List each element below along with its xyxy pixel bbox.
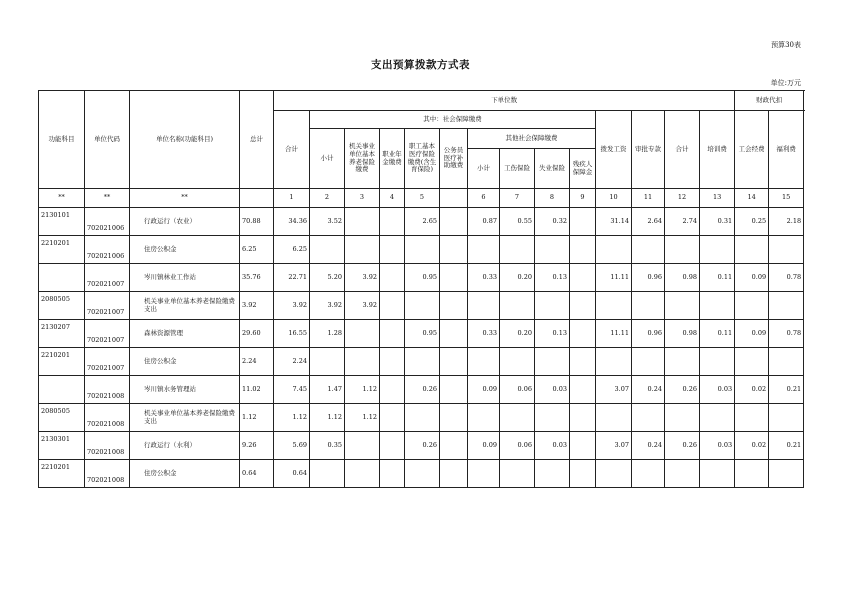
cell-value: 0.95 — [405, 264, 440, 292]
cell-value — [380, 348, 405, 376]
cell-value — [596, 236, 632, 264]
cell-value — [735, 404, 769, 432]
cell-value: 2.24 — [274, 348, 310, 376]
cell-func-code — [39, 376, 85, 404]
cell-total: 1.12 — [240, 404, 274, 432]
cell-value: 11.11 — [596, 264, 632, 292]
cell-value — [735, 292, 769, 320]
cell-value: 22.71 — [274, 264, 310, 292]
cell-unit-code: 702021008 — [85, 432, 130, 460]
cell-value: 0.64 — [274, 460, 310, 488]
cell-unit-code: 702021008 — [85, 460, 130, 488]
table-row — [39, 460, 804, 488]
cell-value: 0.26 — [405, 432, 440, 460]
cell-value — [345, 320, 380, 348]
cell-value: 0.21 — [769, 376, 804, 404]
cell-value: 0.13 — [535, 264, 570, 292]
cell-value — [570, 432, 596, 460]
cell-value — [535, 348, 570, 376]
cell-value: 3.52 — [310, 208, 345, 236]
column-index-cell: 6 — [468, 189, 500, 208]
header-pension: 机关事业单位基本养老保险缴费 — [345, 129, 380, 189]
column-index-cell: 13 — [700, 189, 735, 208]
cell-value — [468, 348, 500, 376]
table-row — [39, 208, 804, 236]
header-lower-unit: 下单位数 — [274, 91, 735, 111]
cell-unit-name: 森林资源管理 — [130, 320, 240, 348]
cell-value — [345, 348, 380, 376]
cell-value — [735, 236, 769, 264]
cell-value: 6.25 — [274, 236, 310, 264]
cell-value — [405, 404, 440, 432]
cell-value: 3.07 — [596, 432, 632, 460]
cell-value — [735, 460, 769, 488]
cell-unit-code: 702021008 — [85, 404, 130, 432]
cell-value — [665, 236, 700, 264]
cell-value: 0.33 — [468, 264, 500, 292]
cell-value: 0.26 — [665, 376, 700, 404]
cell-value: 2.64 — [632, 208, 665, 236]
cell-value — [535, 292, 570, 320]
table-row — [39, 348, 804, 376]
column-index-cell: 10 — [596, 189, 632, 208]
cell-value — [632, 236, 665, 264]
cell-value — [500, 348, 535, 376]
cell-value: 2.18 — [769, 208, 804, 236]
cell-value: 0.98 — [665, 320, 700, 348]
cell-value — [570, 236, 596, 264]
table-row — [39, 236, 804, 264]
cell-value — [380, 404, 405, 432]
cell-value: 5.20 — [310, 264, 345, 292]
header-subtotal: 小计 — [310, 129, 345, 189]
cell-value: 34.36 — [274, 208, 310, 236]
cell-value: 0.78 — [769, 264, 804, 292]
cell-value — [632, 292, 665, 320]
column-index-cell: 1 — [274, 189, 310, 208]
cell-func-code: 2080505 — [39, 404, 85, 432]
cell-value — [769, 348, 804, 376]
cell-value — [345, 236, 380, 264]
header-total: 总计 — [240, 91, 274, 189]
cell-value: 0.02 — [735, 432, 769, 460]
cell-value: 0.33 — [468, 320, 500, 348]
budget-table — [38, 90, 804, 488]
cell-value: 1.12 — [345, 376, 380, 404]
table-row — [39, 404, 804, 432]
cell-value — [440, 208, 468, 236]
cell-value: 0.24 — [632, 432, 665, 460]
cell-value — [570, 264, 596, 292]
cell-unit-code: 702021007 — [85, 292, 130, 320]
cell-value — [380, 376, 405, 404]
cell-unit-name: 行政运行（农业） — [130, 208, 240, 236]
cell-value — [380, 292, 405, 320]
table-row — [39, 292, 804, 320]
column-index-cell: ** — [130, 189, 240, 208]
cell-value: 0.25 — [735, 208, 769, 236]
cell-unit-name: 岑川镇林业工作站 — [130, 264, 240, 292]
cell-value — [570, 208, 596, 236]
cell-total: 29.60 — [240, 320, 274, 348]
header-training: 培训费 — [700, 111, 735, 189]
cell-total: 2.24 — [240, 348, 274, 376]
cell-value: 0.03 — [535, 432, 570, 460]
cell-value — [535, 460, 570, 488]
cell-value: 5.69 — [274, 432, 310, 460]
cell-unit-name: 住房公积金 — [130, 460, 240, 488]
cell-value — [310, 236, 345, 264]
cell-value — [440, 292, 468, 320]
cell-value — [700, 348, 735, 376]
cell-value — [440, 460, 468, 488]
cell-value: 1.28 — [310, 320, 345, 348]
cell-total: 0.64 — [240, 460, 274, 488]
cell-value: 0.09 — [735, 320, 769, 348]
header-other-social: 其他社会保障缴费 — [468, 129, 596, 149]
table-code: 预算30表 — [771, 41, 801, 49]
cell-value — [570, 348, 596, 376]
cell-value — [632, 404, 665, 432]
cell-func-code: 2080505 — [39, 292, 85, 320]
cell-func-code: 2130301 — [39, 432, 85, 460]
cell-value — [310, 460, 345, 488]
cell-unit-name: 机关事业单位基本养老保险缴费支出 — [130, 292, 240, 320]
cell-value: 16.55 — [274, 320, 310, 348]
cell-unit-code: 702021006 — [85, 236, 130, 264]
header-union: 工会经费 — [735, 111, 769, 189]
cell-unit-code: 702021008 — [85, 376, 130, 404]
cell-value — [500, 460, 535, 488]
cell-value — [345, 208, 380, 236]
cell-value: 0.03 — [535, 376, 570, 404]
cell-value — [440, 432, 468, 460]
cell-value: 0.31 — [700, 208, 735, 236]
table-body — [39, 208, 804, 488]
cell-value: 0.06 — [500, 376, 535, 404]
header-special: 审批专款 — [632, 111, 665, 189]
cell-value: 0.09 — [735, 264, 769, 292]
cell-value — [665, 348, 700, 376]
column-index-cell: 5 — [405, 189, 440, 208]
cell-value: 0.32 — [535, 208, 570, 236]
cell-value: 11.11 — [596, 320, 632, 348]
column-index-cell: 15 — [769, 189, 804, 208]
cell-value: 0.21 — [769, 432, 804, 460]
header-disability: 残疾人保障金 — [570, 149, 596, 189]
cell-value: 0.06 — [500, 432, 535, 460]
header-civil-medical: 公务员医疗补助缴费 — [440, 129, 468, 189]
cell-value: 1.12 — [345, 404, 380, 432]
header-fa-total: 合计 — [665, 111, 700, 189]
cell-value: 0.95 — [405, 320, 440, 348]
cell-value — [665, 404, 700, 432]
column-index-cell: 7 — [500, 189, 535, 208]
cell-value — [632, 460, 665, 488]
cell-value — [500, 404, 535, 432]
cell-value: 0.03 — [700, 376, 735, 404]
cell-value — [570, 292, 596, 320]
cell-value: 0.96 — [632, 264, 665, 292]
cell-value: 0.26 — [665, 432, 700, 460]
column-index-cell: 14 — [735, 189, 769, 208]
header-unit-name: 单位名称(功能科目) — [130, 91, 240, 189]
cell-value — [700, 292, 735, 320]
cell-value — [570, 320, 596, 348]
cell-value — [769, 404, 804, 432]
cell-value — [665, 460, 700, 488]
cell-value — [468, 236, 500, 264]
cell-value: 0.78 — [769, 320, 804, 348]
header-fiscal-agent: 财政代扣 — [735, 91, 804, 111]
cell-value — [405, 348, 440, 376]
cell-value — [468, 404, 500, 432]
cell-func-code: 2130207 — [39, 320, 85, 348]
cell-value — [405, 292, 440, 320]
table-row — [39, 320, 804, 348]
cell-unit-name: 行政运行（水利） — [130, 432, 240, 460]
cell-value — [380, 432, 405, 460]
cell-total: 35.76 — [240, 264, 274, 292]
header-unemployment: 失业保险 — [535, 149, 570, 189]
cell-value — [596, 404, 632, 432]
cell-value: 3.92 — [274, 292, 310, 320]
cell-value: 0.02 — [735, 376, 769, 404]
cell-value — [405, 236, 440, 264]
column-index-cell: 8 — [535, 189, 570, 208]
header-welfare: 福利费 — [769, 111, 804, 189]
cell-value — [700, 404, 735, 432]
column-index-cell: 11 — [632, 189, 665, 208]
cell-value — [596, 460, 632, 488]
cell-value: 3.92 — [345, 292, 380, 320]
cell-value — [632, 348, 665, 376]
cell-value — [535, 236, 570, 264]
cell-value — [535, 404, 570, 432]
cell-unit-name: 住房公积金 — [130, 348, 240, 376]
cell-value — [500, 292, 535, 320]
header-social-security: 其中：社会保障缴费 — [310, 111, 596, 129]
cell-value — [440, 236, 468, 264]
cell-total: 3.92 — [240, 292, 274, 320]
cell-value: 3.07 — [596, 376, 632, 404]
header-salary: 拨发工资 — [596, 111, 632, 189]
cell-value — [700, 236, 735, 264]
cell-value: 1.12 — [310, 404, 345, 432]
cell-value: 7.45 — [274, 376, 310, 404]
column-index-cell: ** — [85, 189, 130, 208]
cell-value: 0.03 — [700, 432, 735, 460]
column-index-cell: 4 — [380, 189, 405, 208]
cell-unit-code: 702021006 — [85, 208, 130, 236]
cell-total: 9.26 — [240, 432, 274, 460]
column-index-cell: ** — [39, 189, 85, 208]
cell-value: 1.12 — [274, 404, 310, 432]
cell-value — [380, 236, 405, 264]
cell-value: 0.55 — [500, 208, 535, 236]
cell-unit-name: 住房公积金 — [130, 236, 240, 264]
cell-value — [405, 460, 440, 488]
table-row — [39, 264, 804, 292]
header-medical: 职工基本医疗保险缴费(含生育保险) — [405, 129, 440, 189]
cell-value: 0.96 — [632, 320, 665, 348]
cell-value — [570, 460, 596, 488]
header-func: 功能科目 — [39, 91, 85, 189]
unit-label: 单位:万元 — [770, 79, 801, 87]
cell-value — [769, 460, 804, 488]
cell-value: 0.98 — [665, 264, 700, 292]
cell-value: 0.11 — [700, 320, 735, 348]
cell-value — [769, 292, 804, 320]
cell-func-code: 2210201 — [39, 348, 85, 376]
cell-value: 0.35 — [310, 432, 345, 460]
cell-func-code: 2210201 — [39, 236, 85, 264]
header-annuity: 职业年金缴费 — [380, 129, 405, 189]
cell-value: 0.09 — [468, 432, 500, 460]
cell-unit-name: 机关事业单位基本养老保险缴费支出 — [130, 404, 240, 432]
cell-value — [440, 320, 468, 348]
cell-value — [700, 460, 735, 488]
cell-value — [440, 264, 468, 292]
cell-value — [570, 376, 596, 404]
cell-value — [500, 236, 535, 264]
cell-func-code: 2210201 — [39, 460, 85, 488]
cell-value — [380, 460, 405, 488]
cell-value: 0.24 — [632, 376, 665, 404]
cell-func-code — [39, 264, 85, 292]
cell-value — [310, 348, 345, 376]
cell-unit-code: 702021007 — [85, 264, 130, 292]
table-header — [39, 91, 804, 208]
cell-value: 0.87 — [468, 208, 500, 236]
cell-value — [735, 348, 769, 376]
header-unit-code: 单位代码 — [85, 91, 130, 189]
cell-value: 0.20 — [500, 320, 535, 348]
cell-func-code: 2130101 — [39, 208, 85, 236]
cell-unit-code: 702021007 — [85, 320, 130, 348]
column-index-row — [39, 189, 804, 208]
cell-value — [440, 376, 468, 404]
table-row — [39, 376, 804, 404]
cell-value: 31.14 — [596, 208, 632, 236]
cell-value: 0.20 — [500, 264, 535, 292]
header-subtotal-total: 合计 — [274, 111, 310, 189]
cell-value: 0.11 — [700, 264, 735, 292]
column-index-cell: 9 — [570, 189, 596, 208]
header-injury: 工伤保险 — [500, 149, 535, 189]
cell-value — [345, 432, 380, 460]
cell-value: 2.74 — [665, 208, 700, 236]
cell-value — [380, 264, 405, 292]
cell-value: 0.26 — [405, 376, 440, 404]
cell-total: 6.25 — [240, 236, 274, 264]
column-index-cell: 3 — [345, 189, 380, 208]
cell-value: 3.92 — [310, 292, 345, 320]
column-index-cell: 12 — [665, 189, 700, 208]
column-index-cell: 2 — [310, 189, 345, 208]
cell-value: 3.92 — [345, 264, 380, 292]
header-other-subtotal: 小计 — [468, 149, 500, 189]
cell-value — [380, 320, 405, 348]
cell-value — [380, 208, 405, 236]
cell-value — [570, 404, 596, 432]
page-title: 支出预算拨款方式表 — [371, 59, 470, 71]
column-index-cell — [440, 189, 468, 208]
cell-value — [468, 460, 500, 488]
cell-value: 2.65 — [405, 208, 440, 236]
cell-value — [440, 404, 468, 432]
cell-value: 0.13 — [535, 320, 570, 348]
cell-unit-code: 702021007 — [85, 348, 130, 376]
table-row — [39, 432, 804, 460]
cell-value — [440, 348, 468, 376]
cell-value: 1.47 — [310, 376, 345, 404]
cell-value — [345, 460, 380, 488]
cell-value — [596, 348, 632, 376]
cell-total: 70.88 — [240, 208, 274, 236]
cell-value: 0.09 — [468, 376, 500, 404]
cell-total: 11.02 — [240, 376, 274, 404]
column-index-cell — [240, 189, 274, 208]
cell-value — [596, 292, 632, 320]
cell-value — [665, 292, 700, 320]
cell-value — [769, 236, 804, 264]
cell-value — [468, 292, 500, 320]
cell-unit-name: 岑川镇水务管理站 — [130, 376, 240, 404]
